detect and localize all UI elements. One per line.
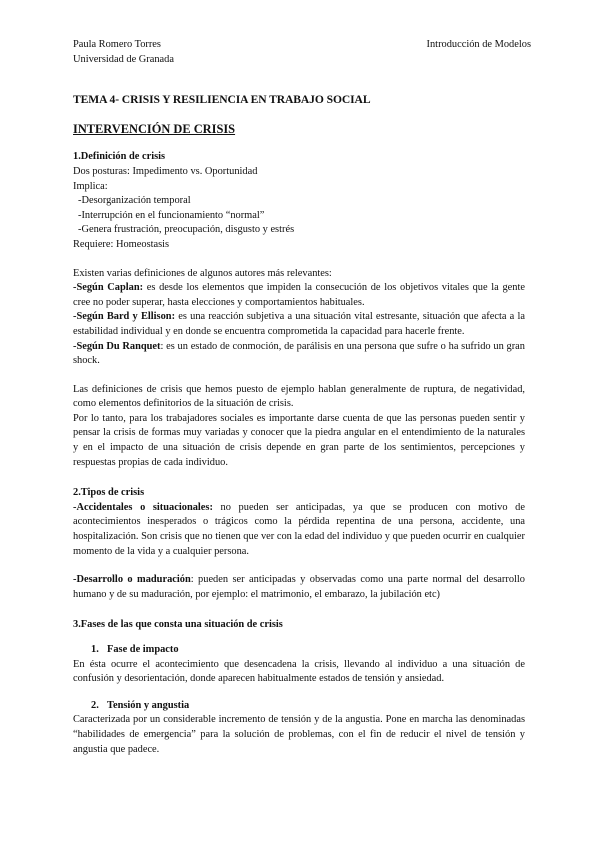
list-item: -Desorganización temporal (78, 195, 191, 207)
course-name: Introducción de Modelos (426, 39, 531, 50)
phase-name: Fase de impacto (107, 644, 179, 655)
definition-label: -Según Bard y Ellison: (73, 311, 176, 323)
definition-label: -Según Caplan: (73, 282, 144, 294)
definition-bard-ellison (73, 310, 525, 339)
type-text: no pueden ser anticipadas, ya que se producen con motivo de acontecimientos inesperados o trágicos como la pérdida repentina de una persona, accidente, una hospitalización. Son crisis que no tienen que ver con la edad del individuo y que pueden ocurrir en cualquier momento de la vida y a cualquier persona. (73, 501, 525, 557)
phase-number: 2. (91, 699, 99, 711)
phase-text: Caracterizada por un considerable incremento de tensión y de la angustia. Pone en marcha las denominadas “habilidades de emergencia” para la solución de problemas, con el fin de reducir el nivel de tensión y angustia que padece. (73, 714, 525, 755)
page-header (73, 38, 531, 67)
definition-du-ranquet (73, 340, 525, 369)
definition-text: : es un estado de conmoción, de parálisis en una persona que sufre o ha sufrido un gran shock. (73, 340, 525, 367)
text-line: Existen varias definiciones de algunos autores más relevantes: (73, 267, 332, 279)
text-line: Implica: (73, 180, 108, 192)
definition-label: -Según Du Ranquet (73, 340, 161, 352)
phase-number: 1. (91, 644, 99, 655)
document-title: TEMA 4- CRISIS Y RESILIENCIA EN TRABAJO SOCIAL (73, 93, 371, 107)
phase-heading (73, 699, 525, 714)
type-label: -Accidentales o situacionales: (73, 501, 213, 513)
phase-text: En ésta ocurre el acontecimiento que desencadena la crisis, llevando al individuo a una situación de confusión y desorientación, donde aparecen habitualmente estados de tensión y ansiedad. (73, 658, 525, 685)
type-text: : pueden ser anticipadas y observadas como una parte normal del desarrollo humano y de su maduración, por ejemplo: el matrimonio, el embarazo, la jubilación etc) (73, 574, 525, 600)
paragraph: Por lo tanto, para los trabajadores sociales es importante darse cuenta de que las personas pueden sentir y pensar la crisis de formas muy variadas y conocer que la piedra angular en el entendimiento de la naturales y en el impacto de una situación de crisis depende en gran parte de los sentimientos, percepciones y respuestas propias de cada individuo. (73, 412, 525, 468)
paragraph: Las definiciones de crisis que hemos puesto de ejemplo hablan generalmente de ruptura, de negatividad, como elementos definitorios de la situación de crisis. (73, 383, 525, 410)
phase-name: Tensión y angustia (107, 699, 190, 711)
section-heading-types: 2.Tipos de crisis (73, 487, 145, 499)
definition-text: es una reacción subjetiva a una situación vital estresante, situación que afecta a la estabilidad individual y en donde se encuentra comprometida la capacidad para hacerle frente. (73, 311, 525, 337)
list-item: -Genera frustración, preocupación, disgusto y estrés (78, 224, 295, 236)
text-line: Requiere: Homeostasis (73, 238, 170, 250)
university-name: Universidad de Granada (73, 53, 174, 65)
document-page (73, 38, 531, 757)
type-label: -Desarrollo o maduración (73, 574, 191, 586)
type-accidental (73, 501, 525, 559)
author-name: Paula Romero Torres (73, 39, 161, 50)
definition-text: es desde los elementos que impiden la consecución de los objetivos vitales que la gente cree no poder superar, hasta elecciones y comportamientos habituales. (73, 282, 525, 308)
list-item: -Interrupción en el funcionamiento “normal” (78, 209, 265, 221)
header-left (73, 38, 174, 67)
section-heading-phases: 3.Fases de las que consta una situación de crisis (73, 619, 283, 631)
phase-heading (73, 643, 525, 658)
text-line: Dos posturas: Impedimento vs. Oportunidad (73, 165, 258, 177)
document-subtitle: INTERVENCIÓN DE CRISIS (73, 121, 236, 136)
section-heading-definition: 1.Definición de crisis (73, 151, 166, 163)
type-development (73, 573, 525, 602)
definition-caplan (73, 281, 525, 310)
